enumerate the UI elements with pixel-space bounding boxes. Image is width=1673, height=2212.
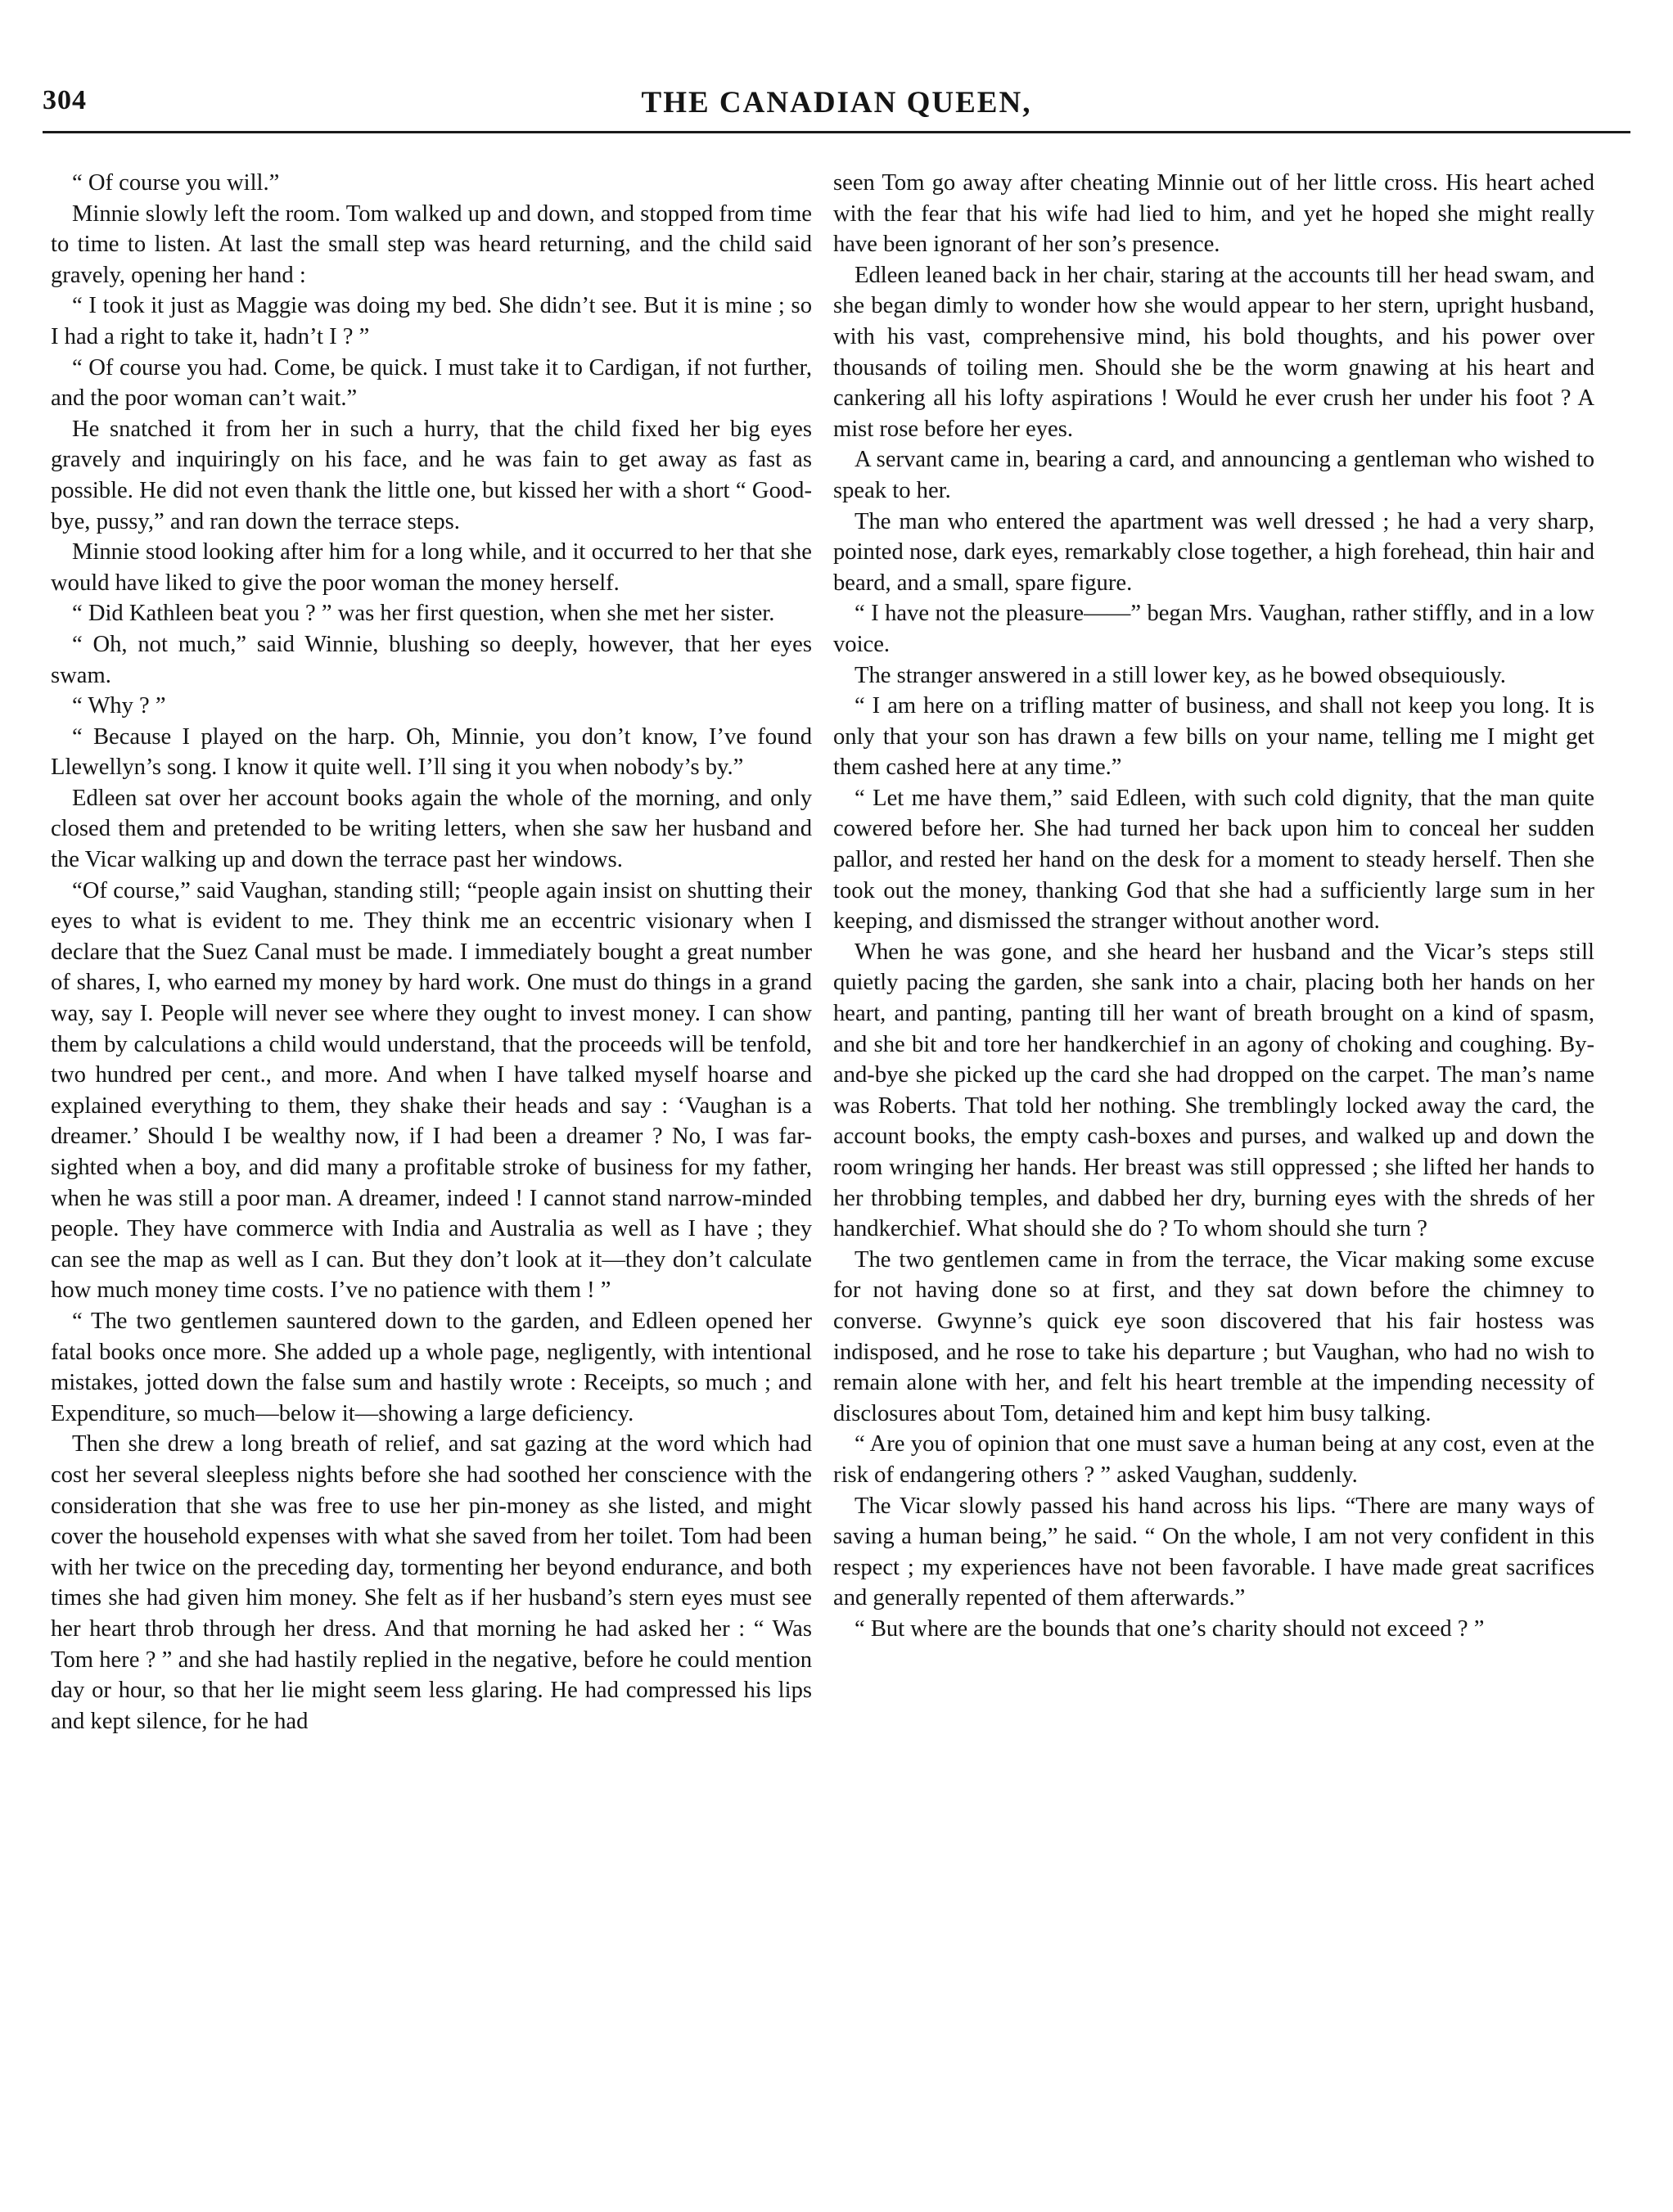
paragraph: “ I took it just as Maggie was doing my bed. She didn’t see. But it is mine ; so I had a right to take it, hadn’t I ? ” [51, 293, 812, 349]
page-number: 304 [43, 85, 87, 115]
running-title: THE CANADIAN QUEEN, [641, 86, 1032, 119]
paragraph: The two gentlemen came in from the terrace, the Vicar making some excuse for not having done so at first, and they sat down before the chimney to converse. Gwynne’s quick eye soon discovered that his fair hostess was indisposed, and he rose to take his departure ; but Vaughan, who had no wish to remain alone with her, and felt his heart tremble at the impending necessity of disclosures about Tom, detained him and kept him busy talking. [833, 1246, 1594, 1426]
paragraph: “ Did Kathleen beat you ? ” was her first question, when she met her sister. [72, 601, 775, 627]
paragraph: Edleen leaned back in her chair, staring at the accounts till her head swam, and she began dimly to wonder how she would appear to her stern, upright husband, with his vast, comprehensive mind, his bold thoughts, and his power over thousands of toiling men. Should she be the worm gnawing at his heart and cankering all his lofty aspirations ! Would he ever crush her under his foot ? A mist rose before her eyes. [833, 262, 1594, 442]
paragraph-continuation: seen Tom go away after cheating Minnie out of her little cross. His heart ached with the fear that his wife had lied to him, and yet he hoped she might really have been ignorant of her son’s presence. [833, 170, 1594, 258]
paragraph: “ Let me have them,” said Edleen, with such cold dignity, that the man quite cowered before her. She had turned her back upon him to conceal her sudden pallor, and rested her hand on the desk for a moment to steady herself. Then she took out the money, thanking God that she had a sufficiently large sum in her keeping, and dismissed the stranger without another word. [833, 785, 1594, 935]
paragraph: “ The two gentlemen sauntered down to the garden, and Edleen opened her fatal books once more. She added up a whole page, negligently, with intentional mistakes, jotted down the false sum and hastily wrote : Receipts, so much ; and Expenditure, so much—below it—showing a large deficiency. [51, 1308, 812, 1426]
paragraph: A servant came in, bearing a card, and announcing a gentleman who wished to speak to her. [833, 447, 1594, 503]
paragraph: “ But where are the bounds that one’s charity should not exceed ? ” [855, 1615, 1485, 1642]
paragraph: Minnie slowly left the room. Tom walked up and down, and stopped from time to time to listen. At last the small step was heard returning, and the child said gravely, opening her hand : [51, 200, 812, 288]
paragraph: “ I have not the pleasure——” began Mrs. Vaughan, rather stiffly, and in a low voice. [833, 601, 1594, 657]
paragraph: “ Oh, not much,” said Winnie, blushing so deeply, however, that her eyes swam. [51, 631, 812, 688]
paragraph: “ Of course you had. Come, be quick. I must take it to Cardigan, if not further, and the poor woman can’t wait.” [51, 354, 812, 412]
paragraph: He snatched it from her in such a hurry, that the child fixed her big eyes gravely and inquiringly on his face, and he was fain to get away as fast as possible. He did not even thank the little one, but kissed her with a short “ Good-bye, pussy,” and ran down the terrace steps. [51, 416, 812, 534]
paragraph: The man who entered the apartment was well dressed ; he had a very sharp, pointed nose, dark eyes, remarkably close together, a high forehead, thin hair and beard, and a small, spare figure. [833, 508, 1594, 596]
paragraph: “Of course,” said Vaughan, standing still; “people again insist on shutting their eyes to what is evident to me. They think me an eccentric visionary when I declare that the Suez Canal must be made. I immediately bought a great number of shares, I, who earned my money by hard work. One must do things in a grand way, say I. People will never see where they ought to invest money. I can show them by calculations a child would understand, that the proceeds will be tenfold, two hundred per cent., and more. And when I have talked myself hoarse and explained everything to them, they shake their heads and say : ‘Vaughan is a dreamer.’ Should I be wealthy now, if I had been a dreamer ? No, I was far-sighted when a boy, and did many a profitable stroke of business for my father, when he was still a poor man. A dreamer, indeed ! I cannot stand narrow-minded people. They have commerce with India and Australia as well as I have ; they can see the map as well as I can. But they don’t look at it—they don’t calculate how much money time costs. I’ve no patience with them ! ” [51, 877, 812, 1304]
paragraph: The stranger answered in a still lower key, as he bowed obsequiously. [855, 662, 1506, 688]
paragraph: “ I am here on a trifling matter of business, and shall not keep you long. It is only that your son has drawn a few bills on your name, telling me I might get them cashed here at any time.” [833, 693, 1594, 781]
paragraph: Minnie stood looking after him for a long while, and it occurred to her that she would have liked to give the poor woman the money herself. [51, 539, 812, 596]
paragraph: “ Of course you will.” [72, 170, 280, 196]
page-header [43, 82, 1630, 133]
paragraph: Edleen sat over her account books again the whole of the morning, and only closed them and pretended to be writing letters, when she saw her husband and the Vicar walking up and down the terrace past her windows. [51, 785, 812, 873]
paragraph: “ Because I played on the harp. Oh, Minnie, you don’t know, I’ve found Llewellyn’s song. I know it quite well. I’ll sing it you when nobody’s by.” [51, 723, 812, 781]
paragraph: “ Why ? ” [72, 693, 166, 719]
right-column [833, 168, 1594, 1645]
paragraph: Then she drew a long breath of relief, and sat gazing at the word which had cost her several sleepless nights before she had soothed her conscience with the consideration that she was free to use her pin-money as she listed, and might cover the household expenses with what she saved from her toilet. Tom had been with her twice on the preceding day, tormenting her beyond endurance, and both times she had given him money. She felt as if her husband’s stern eyes must see her heart throb through her dress. And that morning he had asked her : “ Was Tom here ? ” and she had hastily replied in the negative, before he could mention day or hour, so that her lie might seem less glaring. He had compressed his lips and kept silence, for he had [51, 1431, 812, 1734]
paragraph: When he was gone, and she heard her husband and the Vicar’s steps still quietly pacing the garden, she sank into a chair, placing both her hands on her heart, and panting, panting till her want of breath brought on a kind of spasm, and she bit and tore her handkerchief in an agony of choking and coughing. By-and-bye she picked up the card she had dropped on the carpet. The man’s name was Roberts. That told her nothing. She tremblingly locked away the card, the account books, the empty cash-boxes and purses, and walked up and down the room wringing her hands. Her breast was still oppressed ; she lifted her hands to her throbbing temples, and dabbed her dry, burning eyes with the shreds of her handkerchief. What should she do ? To whom should she turn ? [833, 939, 1594, 1242]
paragraph: “ Are you of opinion that one must save a human being at any cost, even at the risk of endangering others ? ” asked Vaughan, suddenly. [833, 1431, 1594, 1488]
paragraph: The Vicar slowly passed his hand across his lips. “There are many ways of saving a human being,” he said. “ On the whole, I am not very confident in this respect ; my experiences have not been favorable. I have made great sacrifices and generally repented of them afterwards.” [833, 1493, 1594, 1611]
left-column [51, 168, 812, 1737]
